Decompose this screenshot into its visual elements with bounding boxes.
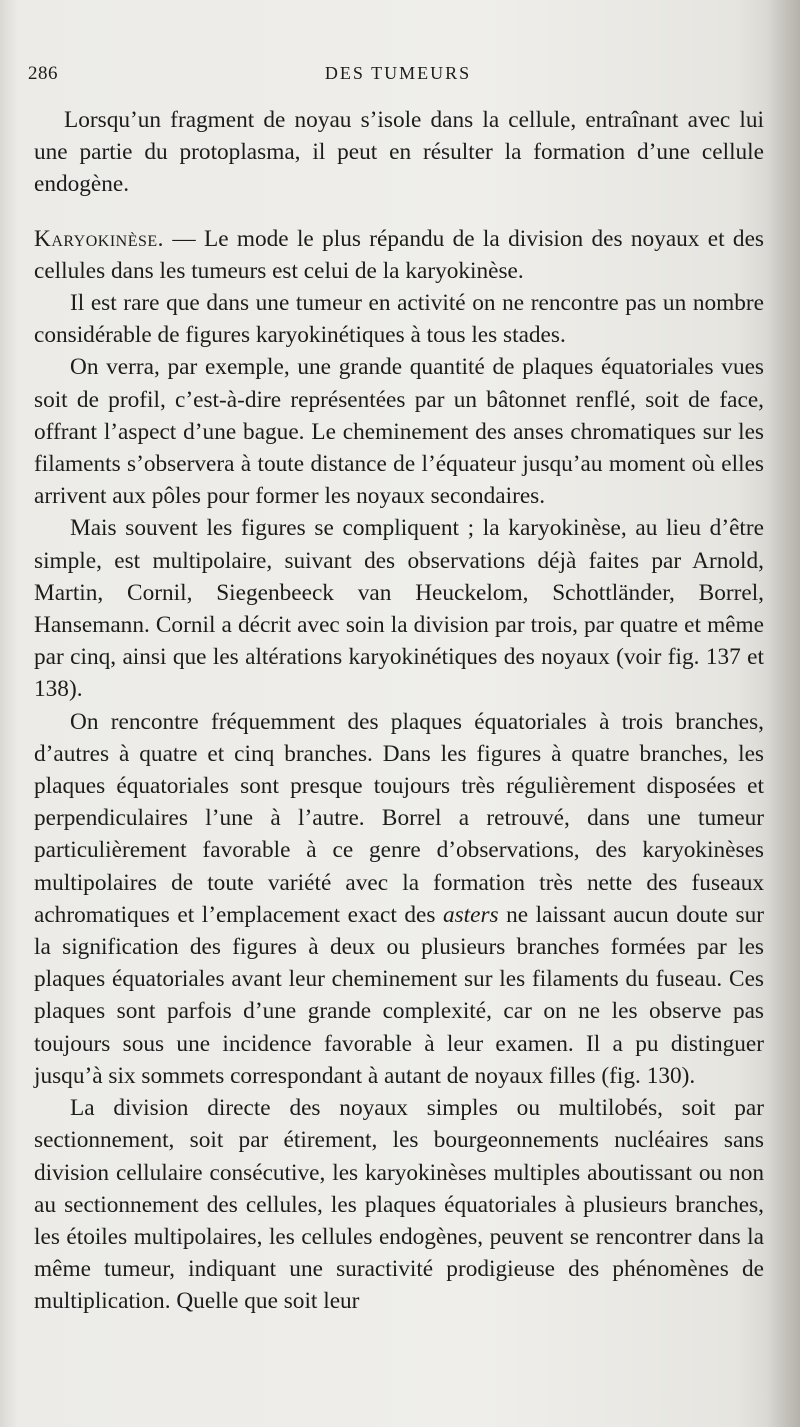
italic-term-asters: asters (442, 901, 499, 928)
section-heading-karyokinesis: Karyokinèse. (34, 225, 164, 252)
paragraph-branches (34, 706, 764, 1092)
page-header (28, 63, 768, 87)
paragraph-branches-text-after: ne laissant aucun doute sur la signification des figures à deux ou plusieurs branches formées par les plaques équatoriales avant leur cheminement sur les filaments du fuseau. Ces plaques sont parfois d’une grande complexité, car on ne les observe pas toujours sous une incidence favorable à leur examen. Il a pu distinguer jusqu’à six sommets correspondant à autant de noyaux filles (fig. 130). (34, 901, 764, 1089)
paragraph-karyokinesis-intro (34, 223, 764, 287)
paragraph-karyokinesis-text: — Le mode le plus répandu de la division des noyaux et des cellules dans les tumeurs est celui de la karyokinèse. (34, 225, 764, 284)
running-title: DES TUMEURS (324, 63, 472, 83)
page-number: 286 (28, 63, 58, 84)
paragraph-direct-division: La division directe des noyaux simples ou multilobés, soit par sectionnement, soit par étirement, les bourgeonnements nucléaires sans division cellulaire consécutive, les karyokinèses multiples aboutissant ou non au sectionnement des cellules, les plaques équatoriales à plusieurs branches, les étoiles multipolaires, les cellules endogènes, peuvent se rencontrer dans la même tumeur, indiquant une suractivité prodigieuse des phénomènes de multiplication. Quelle que soit leur (34, 1095, 764, 1315)
body-text (34, 104, 764, 1318)
paragraph-endogenous-cell: Lorsqu’un fragment de noyau s’isole dans la cellule, entraînant avec lui une partie du protoplasma, il peut en résulter la formation d’une cellule endogène. (34, 107, 764, 198)
paragraph-rare-tumor: Il est rare que dans une tumeur en activité on ne rencontre pas un nombre considérable de figures karyokinétiques à tous les stades. (34, 290, 764, 349)
paragraph-equatorial-plates: On verra, par exemple, une grande quantité de plaques équatoriales vues soit de profil, c’est-à-dire représentées par un bâtonnet renflé, soit de face, offrant l’aspect d’une bague. Le cheminement des anses chromatiques sur les filaments s’observera à toute distance de l’équateur jusqu’au moment où elles arrivent aux pôles pour former les noyaux secondaires. (34, 354, 764, 510)
page-edge-shadow (766, 0, 800, 1427)
paragraph-multipolar: Mais souvent les figures se compliquent ; la karyokinèse, au lieu d’être simple, est multipolaire, suivant des observations déjà faites par Arnold, Martin, Cornil, Siegenbeeck van Heuckelom, Schottländer, Borrel, Hansemann. Cornil a décrit avec soin la division par trois, par quatre et même par cinq, ainsi que les altérations karyokinétiques des noyaux (voir fig. 137 et 138). (34, 515, 764, 703)
paragraph-branches-text-before: On rencontre fréquemment des plaques équatoriales à trois branches, d’autres à quatre et cinq branches. Dans les figures à quatre branches, les plaques équatoriales sont presque toujours très régulièrement disposées et perpendiculaires l’une à l’autre. Borrel a retrouvé, dans une tumeur particulièrement favorable à ce genre d’observations, des karyokinèses multipolaires de toute variété avec la formation très nette des fuseaux achromatiques et l’emplacement exact des (34, 708, 764, 928)
